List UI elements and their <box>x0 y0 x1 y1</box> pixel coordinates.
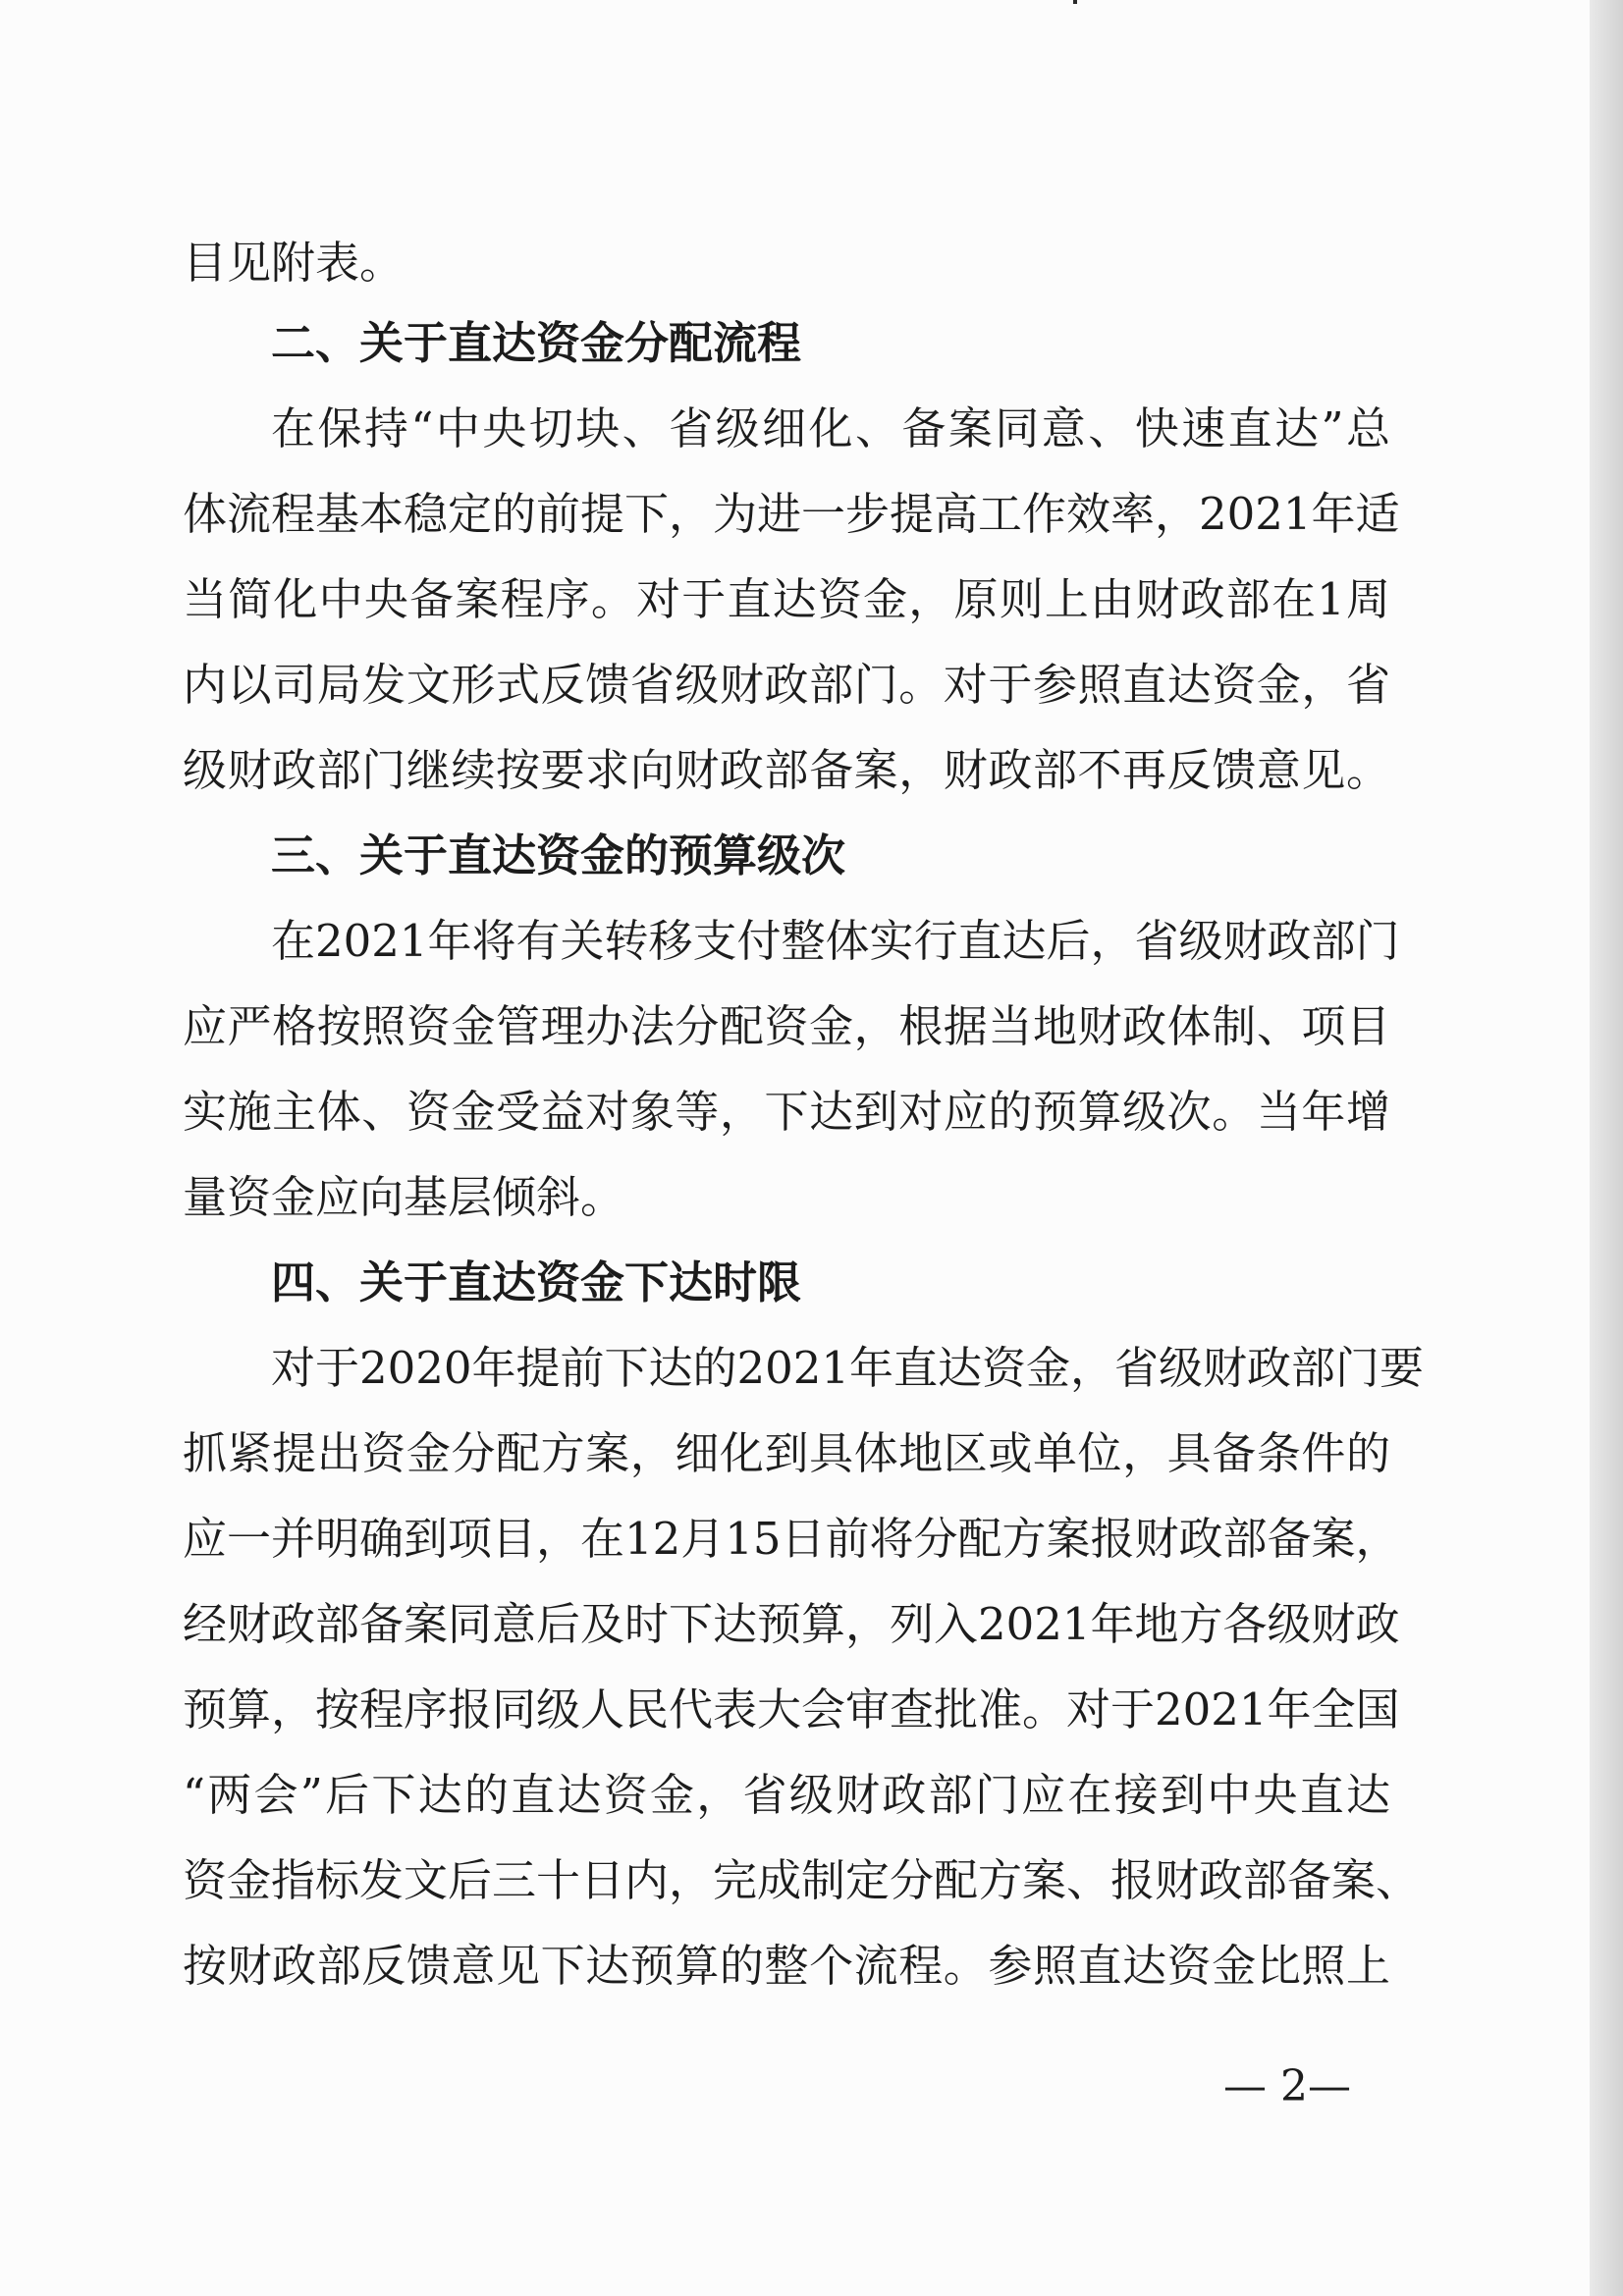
text-line: 预算，按程序报同级人民代表大会审查批准。对于2021年全国 <box>183 1683 1400 1735</box>
text-line: 级财政部门继续按要求向财政部备案，财政部不再反馈意见。 <box>183 744 1390 796</box>
scan-mark <box>1073 0 1077 4</box>
section-heading: 四、关于直达资金下达时限 <box>271 1256 802 1308</box>
text-line: 抓紧提出资金分配方案，细化到具体地区或单位，具备条件的 <box>183 1427 1390 1479</box>
text-line: 量资金应向基层倾斜。 <box>183 1171 625 1223</box>
text-line: 体流程基本稳定的前提下，为进一步提高工作效率，2021年适 <box>183 488 1400 540</box>
text-line: 内以司局发文形式反馈省级财政部门。对于参照直达资金，省 <box>183 659 1390 711</box>
text-line: 实施主体、资金受益对象等，下达到对应的预算级次。当年增 <box>183 1086 1390 1138</box>
text-line: 资金指标发文后三十日内，完成制定分配方案、报财政部备案、 <box>183 1854 1421 1906</box>
text-line: 在2021年将有关转移支付整体实行直达后，省级财政部门 <box>271 915 1400 967</box>
page-number: — 2— <box>1223 2061 1351 2111</box>
section-heading: 三、关于直达资金的预算级次 <box>271 829 846 881</box>
text-line: 在保持“中央切块、省级细化、备案同意、快速直达”总 <box>271 402 1390 454</box>
section-heading: 二、关于直达资金分配流程 <box>271 317 802 369</box>
text-line: 目见附表。 <box>183 237 405 289</box>
text-line: 按财政部反馈意见下达预算的整个流程。参照直达资金比照上 <box>183 1940 1390 1992</box>
text-line: “两会”后下达的直达资金，省级财政部门应在接到中央直达 <box>183 1769 1390 1821</box>
text-line: 当简化中央备案程序。对于直达资金，原则上由财政部在1周 <box>183 573 1390 625</box>
text-line: 应严格按照资金管理办法分配资金，根据当地财政体制、项目 <box>183 1000 1390 1052</box>
scan-edge-shadow <box>1590 0 1623 2296</box>
text-line: 应一并明确到项目，在12月15日前将分配方案报财政部备案， <box>183 1513 1400 1565</box>
text-line: 对于2020年提前下达的2021年直达资金，省级财政部门要 <box>271 1342 1425 1394</box>
text-line: 经财政部备案同意后及时下达预算，列入2021年地方各级财政 <box>183 1598 1400 1650</box>
